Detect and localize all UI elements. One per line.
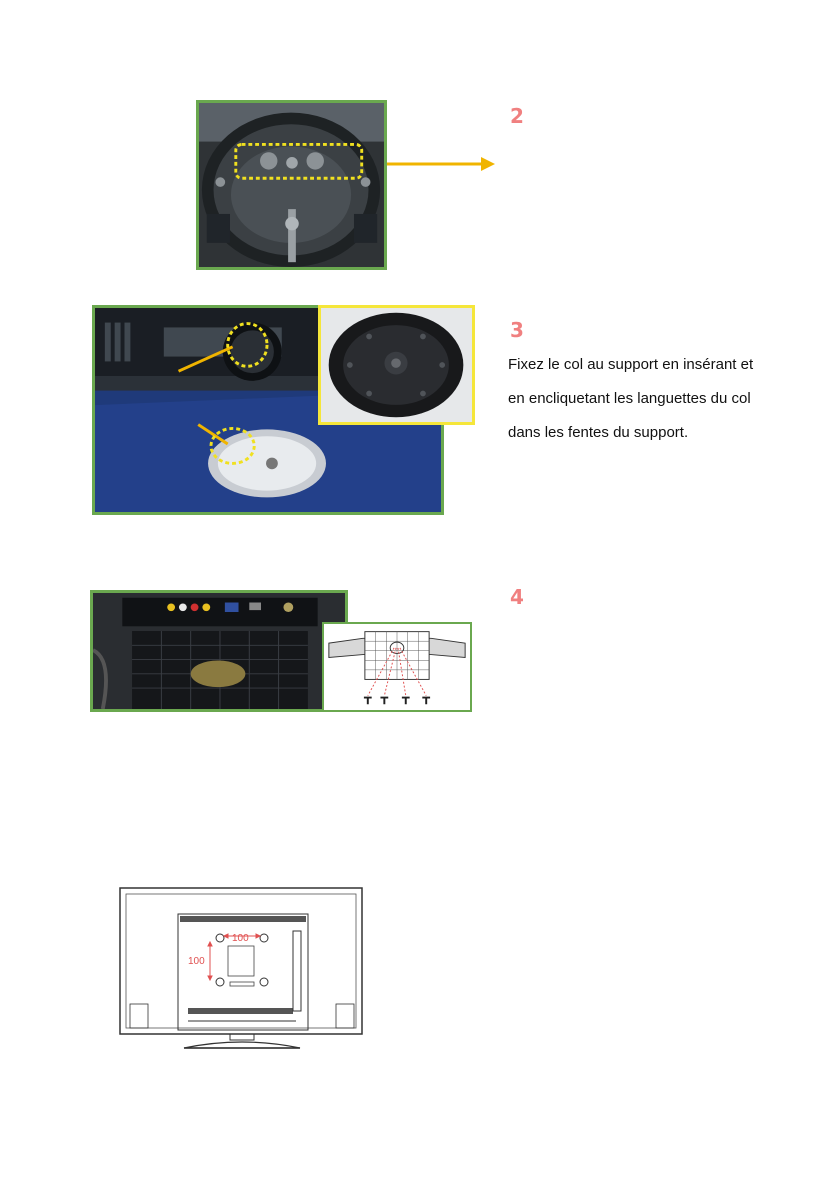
step2-number: 2 (510, 104, 524, 128)
step3-instruction-line: dans les fentes du support. (508, 424, 689, 441)
step3-neck-inset-photo (318, 305, 475, 425)
step3-number: 3 (510, 318, 524, 342)
step4-screw-diagram (322, 622, 472, 712)
step2-arrow (385, 154, 497, 174)
step4-tv-back-photo (90, 590, 348, 712)
step3-instruction (508, 348, 808, 450)
vesa-vertical-dimension: 100 (188, 956, 205, 967)
step2-stand-base-photo (196, 100, 387, 270)
vesa-mount-diagram (118, 886, 366, 1052)
step3-instruction-line: en encliquetant les languettes du col (508, 390, 751, 407)
step3-instruction-line: Fixez le col au support en insérant et (508, 356, 754, 373)
step4-number: 4 (510, 585, 524, 609)
vesa-horizontal-dimension: 100 (232, 933, 249, 944)
